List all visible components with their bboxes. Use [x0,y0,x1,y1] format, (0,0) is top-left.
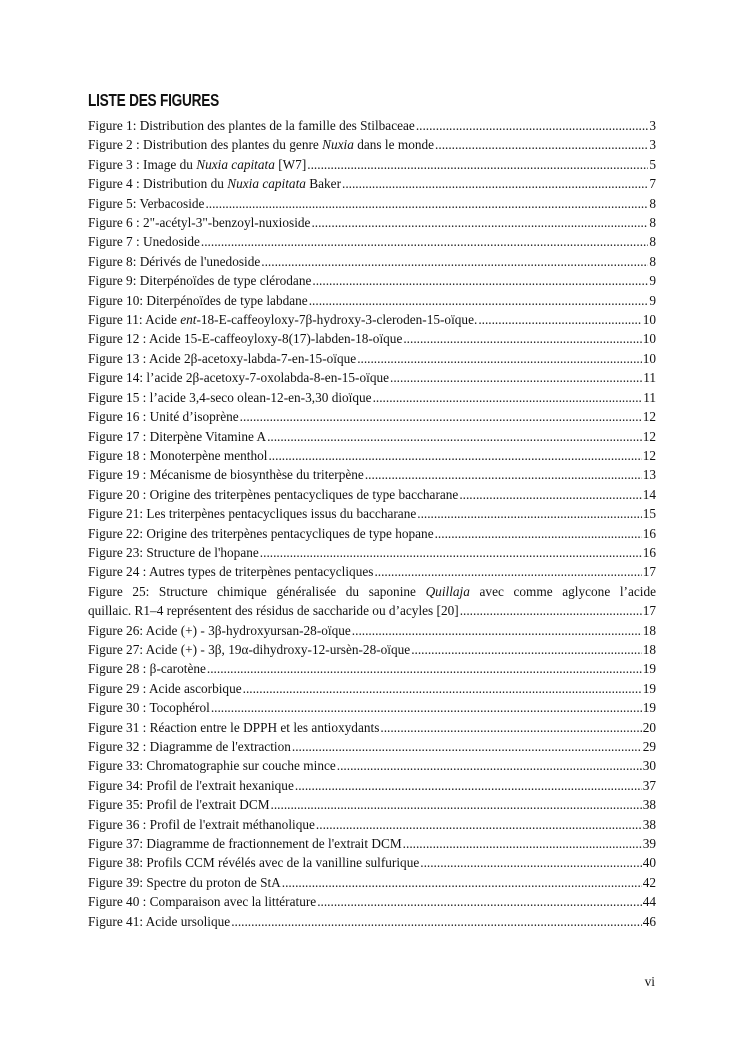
figure-entry[interactable] [88,621,656,640]
figure-entry[interactable] [88,679,656,698]
dot-leader [435,524,642,543]
dot-leader [201,232,648,251]
dot-leader [337,756,642,775]
dot-leader [403,329,641,348]
figure-entry[interactable] [88,834,656,853]
figure-entry[interactable] [88,465,656,484]
page-ref: 18 [642,622,656,638]
figure-entry[interactable] [88,155,656,174]
page-ref: 8 [649,195,656,211]
dot-leader [312,271,648,290]
dot-leader [459,485,641,504]
figure-caption: Figure 10: Diterpénoïdes de type labdane [88,292,308,308]
figure-caption: Figure 18 : Monoterpène menthol [88,447,268,463]
figure-caption: Figure 15 : l’acide 3,4-seco olean-12-en-3,30 dioïque [88,389,372,405]
figure-caption: Figure 16 : Unité d’isoprène [88,409,239,425]
figure-caption: Figure 37: Diagramme de fractionnement de l'extrait DCM [88,836,402,852]
figure-caption: Figure 1: Distribution des plantes de la famille des Stilbaceae [88,118,415,133]
figure-entry[interactable] [88,232,656,251]
page-ref: 15 [642,506,656,522]
figure-entry[interactable] [88,543,656,562]
dot-leader [420,853,641,872]
figure-entry[interactable] [88,388,656,407]
figure-caption: Figure 6 : 2"-acétyl-3"-benzoyl-nuxioside [88,215,311,231]
page-title: LISTE DES FIGURES [88,90,220,110]
page-ref: 19 [642,680,656,696]
figure-caption: Figure 34: Profil de l'extrait hexanique [88,777,294,793]
figure-caption: Figure 9: Diterpénoïdes de type clérodane [88,273,312,289]
figure-caption: Figure 11: Acide ent-18-E-caffeoyloxy-7β-hydroxy-3-cleroden-15-oïque. [88,312,478,328]
figure-list [88,116,656,931]
page-ref: 8 [649,215,656,231]
figure-entry[interactable] [88,407,656,426]
dot-leader [231,912,642,931]
figure-caption: Figure 17 : Diterpène Vitamine A [88,428,267,444]
figure-entry[interactable] [88,892,656,911]
dot-leader [282,873,642,892]
figure-caption: Figure 4 : Distribution du Nuxia capitata Baker [88,176,341,192]
page-ref: 12 [642,447,656,463]
dot-leader [403,834,642,853]
dot-leader [417,504,641,523]
figure-entry[interactable] [88,213,656,232]
page-ref: 17 [642,603,656,619]
figure-entry[interactable] [88,815,656,834]
figure-entry[interactable] [88,562,656,581]
figure-caption: Figure 7 : Unedoside [88,234,200,250]
figure-caption: Figure 30 : Tocophérol [88,700,210,716]
page-ref: 10 [642,331,656,347]
figure-entry[interactable] [88,873,656,892]
dot-leader [243,679,642,698]
figure-caption: Figure 19 : Mécanisme de biosynthèse du triterpène [88,467,364,483]
page-ref: 30 [642,758,656,774]
figure-caption: Figure 23: Structure de l'hopane [88,544,259,560]
figure-caption: Figure 14: l’acide 2β-acetoxy-7-oxolabda-8-en-15-oïque [88,370,390,386]
figure-caption: Figure 2 : Distribution des plantes du genre Nuxia dans le monde [88,137,435,153]
page-ref: 3 [649,118,656,133]
dot-leader [411,640,642,659]
figure-entry[interactable] [88,718,656,737]
figure-entry[interactable] [88,368,656,387]
figure-caption: Figure 21: Les triterpènes pentacycliques issus du baccharane [88,506,417,522]
figure-caption: Figure 24 : Autres types de triterpènes pentacycliques [88,564,374,580]
page-ref: 12 [642,409,656,425]
dot-leader [240,407,642,426]
page-ref: 16 [642,525,656,541]
dot-leader [295,776,642,795]
page-ref: 39 [642,836,656,852]
figure-caption: Figure 38: Profils CCM révélés avec de la vanilline sulfurique [88,855,420,871]
figure-entry[interactable] [88,252,656,271]
dot-leader [260,543,642,562]
page-ref: 46 [642,913,656,929]
dot-leader [342,174,648,193]
figure-caption: Figure 3 : Image du Nuxia capitata [W7] [88,156,307,172]
figure-entry[interactable] [88,271,656,290]
page-ref: 19 [642,661,656,677]
dot-leader [271,795,642,814]
figure-entry[interactable] [88,504,656,523]
dot-leader [207,659,642,678]
figure-entry[interactable] [88,640,656,659]
figure-caption: Figure 41: Acide ursolique [88,913,231,929]
page-ref: 10 [642,350,656,366]
figure-entry[interactable] [88,485,656,504]
figure-entry[interactable] [88,524,656,543]
dot-leader [380,718,641,737]
figure-entry[interactable] [88,795,656,814]
dot-leader [261,252,648,271]
page-ref: 16 [642,544,656,560]
figure-entry[interactable] [88,174,656,193]
page-ref: 14 [642,486,656,502]
dot-leader [311,213,648,232]
page-ref: 44 [642,894,656,910]
page-ref: 20 [642,719,656,735]
figure-entry[interactable] [88,776,656,795]
page-ref: 42 [642,874,656,890]
figure-caption: Figure 33: Chromatographie sur couche mince [88,758,336,774]
figure-caption: Figure 5: Verbacoside [88,195,205,211]
figure-entry[interactable] [88,135,656,154]
dot-leader [205,194,648,213]
figure-entry[interactable] [88,446,656,465]
figure-entry[interactable] [88,659,656,678]
figure-entry[interactable] [88,116,656,135]
dot-leader [309,291,649,310]
figure-entry[interactable] [88,737,656,756]
page-ref: 3 [649,137,656,153]
page-ref: 17 [642,564,656,580]
figure-entry[interactable] [88,698,656,717]
dot-leader [317,892,642,911]
dot-leader [460,601,642,620]
dot-leader [268,446,641,465]
dot-leader [292,737,642,756]
page-ref: 40 [642,855,656,871]
page-ref: 9 [649,273,656,289]
dot-leader [357,349,642,368]
page-ref: 19 [642,700,656,716]
dot-leader [374,562,641,581]
figure-entry[interactable] [88,853,656,872]
figure-caption: Figure 12 : Acide 15-E-caffeoyloxy-8(17)-labden-18-oïque [88,331,403,347]
page-ref: 7 [649,176,656,192]
figure-entry[interactable] [88,912,656,931]
figure-entry[interactable] [88,756,656,775]
figure-caption: Figure 39: Spectre du proton de StA [88,874,281,890]
page-ref: 38 [642,816,656,832]
figure-caption: Figure 26: Acide (+) - 3β-hydroxyursan-28-oïque [88,622,351,638]
figure-entry[interactable] [88,291,656,310]
page-ref: 11 [643,370,656,386]
figure-caption: Figure 31 : Réaction entre le DPPH et les antioxydants [88,719,380,735]
page-ref: 37 [642,777,656,793]
figure-caption: Figure 27: Acide (+) - 3β, 19α-dihydroxy-12-ursèn-28-oïque [88,641,411,657]
figure-entry[interactable] [88,427,656,446]
figure-entry[interactable] [88,310,656,329]
dot-leader [390,368,642,387]
dot-leader [373,388,643,407]
page-ref: 38 [642,797,656,813]
figure-caption: Figure 8: Dérivés de l'unedoside [88,253,261,269]
figure-caption: Figure 20 : Origine des triterpènes pentacycliques de type baccharane [88,486,459,502]
dot-leader [435,135,648,154]
figure-entry-25[interactable] [88,582,656,621]
dot-leader [478,310,641,329]
dot-leader [267,427,642,446]
dot-leader [352,621,642,640]
page-ref: 5 [649,156,656,172]
page-number: vi [644,974,655,989]
figure-entry[interactable] [88,349,656,368]
page-ref: 11 [643,389,656,405]
dot-leader [416,116,649,135]
page-ref: 10 [642,312,656,328]
figure-caption: Figure 32 : Diagramme de l'extraction [88,739,291,754]
figure-caption: Figure 22: Origine des triterpènes pentacycliques de type hopane [88,525,434,541]
page-ref: 12 [642,428,656,444]
figure-caption: Figure 28 : β-carotène [88,661,206,677]
page-ref: 18 [642,641,656,657]
figure-entry[interactable] [88,194,656,213]
page-ref: 8 [649,234,656,250]
dot-leader [307,155,648,174]
figure-caption: Figure 13 : Acide 2β-acetoxy-labda-7-en-15-oïque [88,350,357,366]
dot-leader [365,465,642,484]
figure-caption: Figure 36 : Profil de l'extrait méthanolique [88,816,315,832]
page-ref: 29 [642,739,656,754]
figure-entry-25-line1: Figure 25: Structure chimique généralisée du saponine Quillaja avec comme aglycone l’acide [88,583,657,599]
figure-caption: Figure 29 : Acide ascorbique [88,680,242,696]
figure-entry-25-line2: quillaic. R1–4 représentent des résidus de saccharide ou d’acyles [20] [88,603,459,619]
page-ref: 9 [649,292,656,308]
figure-entry[interactable] [88,329,656,348]
page-ref: 13 [642,467,656,483]
figure-caption: Figure 40 : Comparaison avec la littérature [88,894,317,910]
dot-leader [211,698,642,717]
dot-leader [316,815,642,834]
page-ref: 8 [649,253,656,269]
figure-caption: Figure 35: Profil de l'extrait DCM [88,797,270,813]
